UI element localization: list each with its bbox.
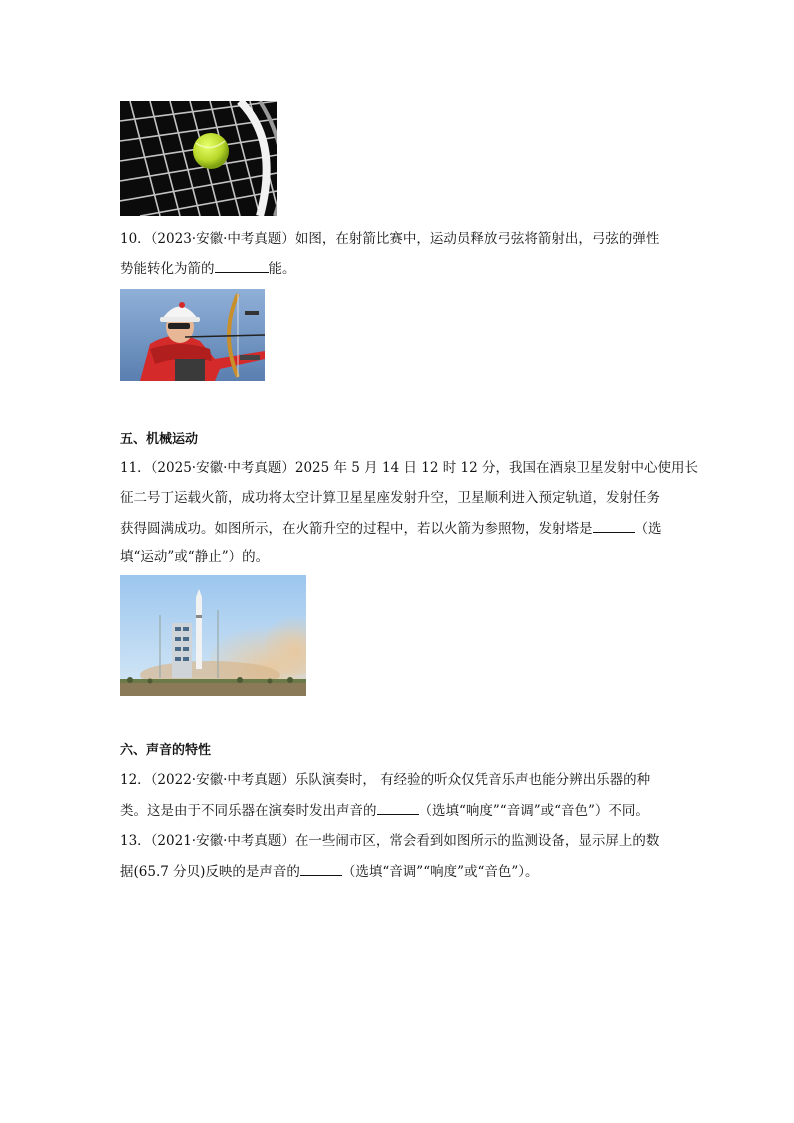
q11-text-after-blank: （选	[634, 521, 662, 537]
q13-line-1: 13．（2021·安徽·中考真题）在一些闹市区，常会看到如图所示的监测设备，显示屏上的数	[120, 833, 660, 849]
rocket-launch-image	[120, 575, 306, 696]
q13-text-after-blank: （选填“音调”“响度”或“音色”）。	[341, 864, 539, 880]
q12-text-before-blank: 类。这是由于不同乐器在演奏时发出声音的	[120, 803, 377, 819]
tennis-racket-image	[120, 101, 277, 216]
q10-line-2	[120, 258, 296, 279]
q10-text-after-blank: 能。	[268, 261, 296, 277]
q11-answer-blank[interactable]	[593, 518, 635, 533]
section-6-heading: 六、声音的特性	[120, 743, 212, 758]
q12-line-2	[120, 800, 649, 821]
q10-answer-blank[interactable]	[215, 258, 269, 273]
archer-image	[120, 289, 265, 381]
q11-line-2: 征二号丁运载火箭，成功将太空计算卫星星座发射升空，卫星顺利进入预定轨道，发射任务	[120, 490, 660, 506]
q12-text-after-blank: （选填“响度”“音调”或“音色”）不同。	[418, 803, 649, 819]
q12-answer-blank[interactable]	[377, 800, 419, 815]
q11-line-4: 填“运动”或“静止”）的。	[120, 549, 270, 565]
section-5-heading: 五、机械运动	[120, 432, 199, 447]
q12-line-1: 12．（2022·安徽·中考真题）乐队演奏时， 有经验的听众仅凭音乐声也能分辨出乐器的种	[120, 772, 651, 788]
q13-text-before-blank: 据(65.7 分贝)反映的是声音的	[120, 864, 300, 880]
q11-line-1: 11．（2025·安徽·中考真题）2025 年 5 月 14 日 12 时 12 分，我国在酒泉卫星发射中心使用长	[120, 460, 698, 476]
q10-line-1: 10．（2023·安徽·中考真题）如图，在射箭比赛中，运动员释放弓弦将箭射出，弓弦的弹性	[120, 231, 660, 247]
q13-line-2	[120, 861, 539, 882]
q10-text-before-blank: 势能转化为箭的	[120, 261, 215, 277]
q11-line-3	[120, 518, 662, 539]
q13-answer-blank[interactable]	[300, 861, 342, 876]
q11-text-before-blank: 获得圆满成功。如图所示，在火箭升空的过程中，若以火箭为参照物，发射塔是	[120, 521, 593, 537]
